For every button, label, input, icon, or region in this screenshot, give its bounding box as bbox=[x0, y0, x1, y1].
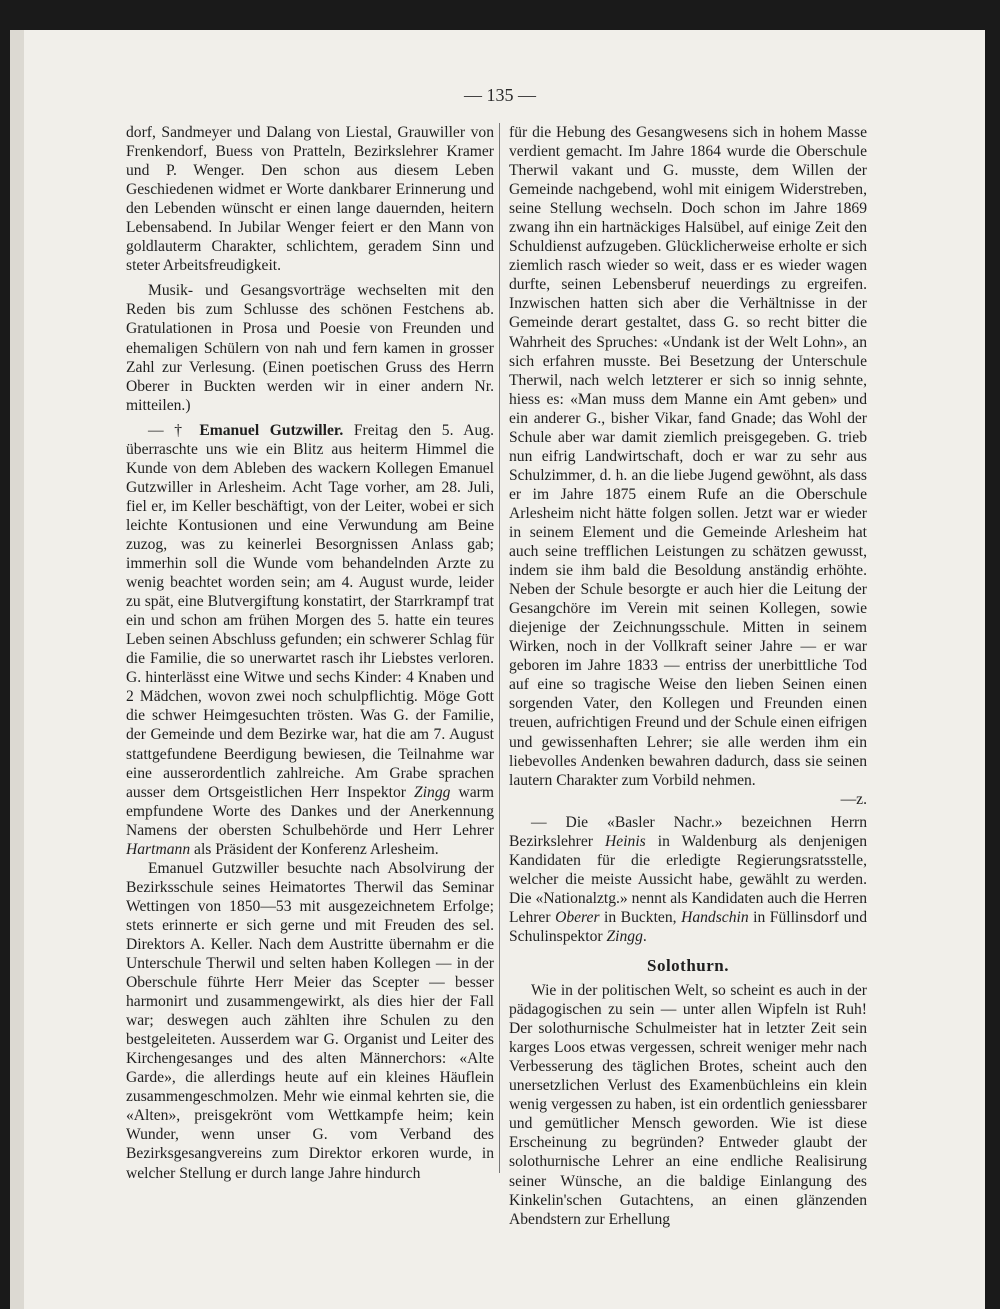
left-paragraph-4: Emanuel Gutzwiller besuchte nach Absolvirung der Bezirksschule seines Heimatortes Therwil das Seminar Wettingen von 1850—53 mit ausgezeichnetem Erfolge; stets erinnerte er sich gerne und mit Freuden des sel. Direktors A. Keller. Nach dem Austritte übernahm er die Unterschule Therwil und selten haben Kollegen — in der Oberschule führte Herr Meier das Scepter — besser harmonirt und zusammengewirkt, als dies hier der Fall war; deswegen auch zählten ihre Schulen zu den bestgeleiteten. Ausserdem war G. Organist und Leiter des Kirchengesanges und des alten Männerchors: «Alte Garde», die allerdings heute auf ein kleines Häuflein zusammengeschmolzen. Mehr wie einmal kehrten sie, die «Alten», preisgekrönt vom Wettkampfe heim; kein Wunder, wenn unser G. vom Verband des Bezirksgesangvereins zum Direktor erkoren wurde, in welcher Stellung er durch lange Jahre hindurch bbox=[126, 859, 494, 1182]
section-heading-solothurn: Solothurn. bbox=[647, 956, 729, 976]
right-paragraph-3: Wie in der politischen Welt, so scheint es auch in der pädagogischen zu sein — unter allen Wipfeln ist Ruh! Der solothurnische Schulmeister hat in letzter Zeit sein karges Loos etwas vergessen, schreit weniger mehr nach Verbesserung des täglichen Brotes, scheint auch den unersetzlichen Verlust des Examenbüchleins ein klein wenig vergessen zu haben, ist ein ordentlich geniessbarer und gemütlicher Mensch geworden. Wie ist diese Erscheinung zu begründen? Entweder glaubt der solothurnische Lehrer an eine endliche Realisirung seiner Wünsche, an die baldige Einlangung des Kinkelin'schen Gutachtens, an einen glänzenden Abendstern zur Erhellung bbox=[509, 982, 867, 1228]
right-paragraph-1: für die Hebung des Gesangwesens sich in hohem Masse verdient gemacht. Im Jahre 1864 wurde die Oberschule Therwil vakant und G. musste, dem Willen der Gemeinde nachgebend, wohl mit einigem Widerstreben, seine Stellung wechseln. Doch schon im Jahre 1869 zwang ihn ein hartnäckiges Halsübel, auf einige Zeit den Schuldienst aufzugeben. Glücklicherweise erholte er sich ziemlich rasch wieder so weit, dass er es wieder wagen durfte, seinen Lebensberuf neuerdings zu ergreifen. Inzwischen hatten sich aber die Verhältnisse in der Gemeinde derart gestaltet, dass G. so recht bitter die Wahrheit des Spruches: «Undank ist der Welt Lohn», an sich erfahren musste. Bei Besetzung der Unterschule Therwil, nach welch letzterer er sich so innig sehnte, hiess es: «Man muss dem Manne ein Amt geben» und ein anderer G., bisher Vikar, fand Gnade; das Wohl der Schule aber war damit ziemlich preisgegeben. G. trieb nun eifrig Landwirtschaft, doch er war zu sehr aus Schulzimmer, d. h. an die liebe Jugend gewöhnt, als dass er im Jahre 1875 einem Rufe an die Oberschule Arlesheim nicht hätte folgen sollen. Jetzt war er wieder in seinem Element und die Gemeinde Arlesheim hat auch seine trefflichen Leistungen zu schätzen gewusst, indem sie ihm bald die Besoldung anständig erhöhte. Neben der Schule besorgte er auch hier die Leitung der Gesangchöre im Verein mit seinen Kollegen, sowie diejenige der Zeichnungsschule. Mitten in seinem Wirken, noch in der Vollkraft seiner Jahre — er war geboren im Jahre 1833 — entriss der unerbittliche Tod auf eine so tragische Weise den lieben Seinen einen sorgenden Vater, den Kollegen und Freunden einen treuen, aufrichtigen Freund und der Schule einen eifrigen und gewissenhaften Lehrer; sie alle werden ihm ein liebevolles Andenken bewahren dadurch, dass sie seinen lautern Charakter zum Vorbild nehmen. bbox=[509, 124, 867, 789]
obituary-text-b: warm empfundene Worte des Dankes und der Anerkennung Namens der obersten Schulbehörde und Herr Lehrer bbox=[126, 783, 494, 839]
page-number: — 135 — bbox=[464, 85, 536, 105]
right-paragraph-2 bbox=[509, 813, 867, 946]
name-heinis: Heinis bbox=[605, 832, 646, 850]
left-column bbox=[126, 123, 494, 1183]
name-zingg: Zingg bbox=[414, 783, 451, 801]
newspaper-page bbox=[10, 30, 985, 1309]
news-text-e: . bbox=[642, 927, 647, 945]
left-paragraph-3 bbox=[126, 421, 494, 859]
news-text-b: in Waldenburg als denjenigen Kandidaten für die erledigte Regierungsratsstelle, welcher die meiste Aussicht habe, gewählt zu werden. Die «Nationalztg.» nennt als Kandidaten auch die Herren Lehrer bbox=[509, 832, 868, 926]
name-hartmann: Hartmann bbox=[126, 840, 191, 858]
name-oberer: Oberer bbox=[555, 908, 600, 926]
right-column bbox=[509, 123, 867, 1229]
obituary-prefix: — † bbox=[148, 421, 200, 439]
name-handschin: Handschin bbox=[681, 908, 749, 926]
signature: —z. bbox=[840, 790, 867, 808]
left-paragraph-2: Musik- und Gesangsvorträge wechselten mit den Reden bis zum Schlusse des schönen Festchens ab. Gratulationen in Prosa und Poesie von Freunden und ehemaligen Schülern von nah und fern kamen in grosser Zahl zur Verlesung. (Einen poetischen Gruss des Herrn Oberer in Buckten werden wir in einer andern Nr. mitteilen.) bbox=[126, 282, 494, 414]
news-text-d: in Füllinsdorf und Schulinspektor bbox=[509, 908, 867, 945]
news-text-c: in Buckten, bbox=[599, 908, 682, 926]
left-paragraph-1: dorf, Sandmeyer und Dalang von Liestal, Grauwiller von Frenkendorf, Buess von Pratteln, Bezirkslehrer Kramer und P. Wenger. Den schon aus diesem Leben Geschiedenen widmet er Worte dankbarer Erinnerung und den Lebenden wünscht er einen lange dauernden, heitern Lebensabend. In Jubilar Wenger feiert er den Mann von goldlauterm Charakter, schlichtem, geradem Sinn und steter Arbeitsfreudigkeit. bbox=[126, 124, 494, 275]
column-divider bbox=[499, 123, 500, 1173]
obituary-text-a: Freitag den 5. Aug. überraschte uns wie ein Blitz aus heiterm Himmel die Kunde von dem Ableben des wackern Kollegen Emanuel Gutzwiller in Arlesheim. Acht Tage vorher, am 28. Juli, fiel er, im Keller beschäftigt, von der Leiter, wobei er sich leichte Kontusionen und eine Verwundung am Beine zuzog, was zu keinerlei Besorgnissen Anlass gab; immerhin soll die Wunde vom behandelnden Arzte zu wenig beachtet worden sein; am 4. August wurde, leider zu spät, eine Blutvergiftung konstatirt, der Starrkrampf trat ein und schon am frühen Morgen des 5. hatte ein teures Leben seinen Abschluss gefunden; ein schwerer Schlag für die Familie, die so unerwartet rasch ihr Liebstes verloren. G. hinterlässt eine Witwe und sechs Kinder: 4 Knaben und 2 Mädchen, wovon zwei noch schulpflichtig. Möge Gott die schwer Heimgesuchten trösten. Was G. der Familie, der Gemeinde und dem Bezirke war, hat die am 7. August stattgefundene Beerdigung bewiesen, die Teilnahme war eine ausserordentlich zahlreiche. Am Grabe sprachen ausser dem Ortsgeistlichen Herr Inspektor bbox=[126, 421, 494, 801]
obituary-name: Emanuel Gutzwiller. bbox=[199, 421, 344, 439]
obituary-text-c: als Präsident der Konferenz Arlesheim. bbox=[190, 840, 439, 858]
news-text-a: — Die «Basler Nachr.» bezeichnen Herrn Bezirkslehrer bbox=[509, 813, 867, 850]
name-zingg-2: Zingg bbox=[606, 927, 643, 945]
